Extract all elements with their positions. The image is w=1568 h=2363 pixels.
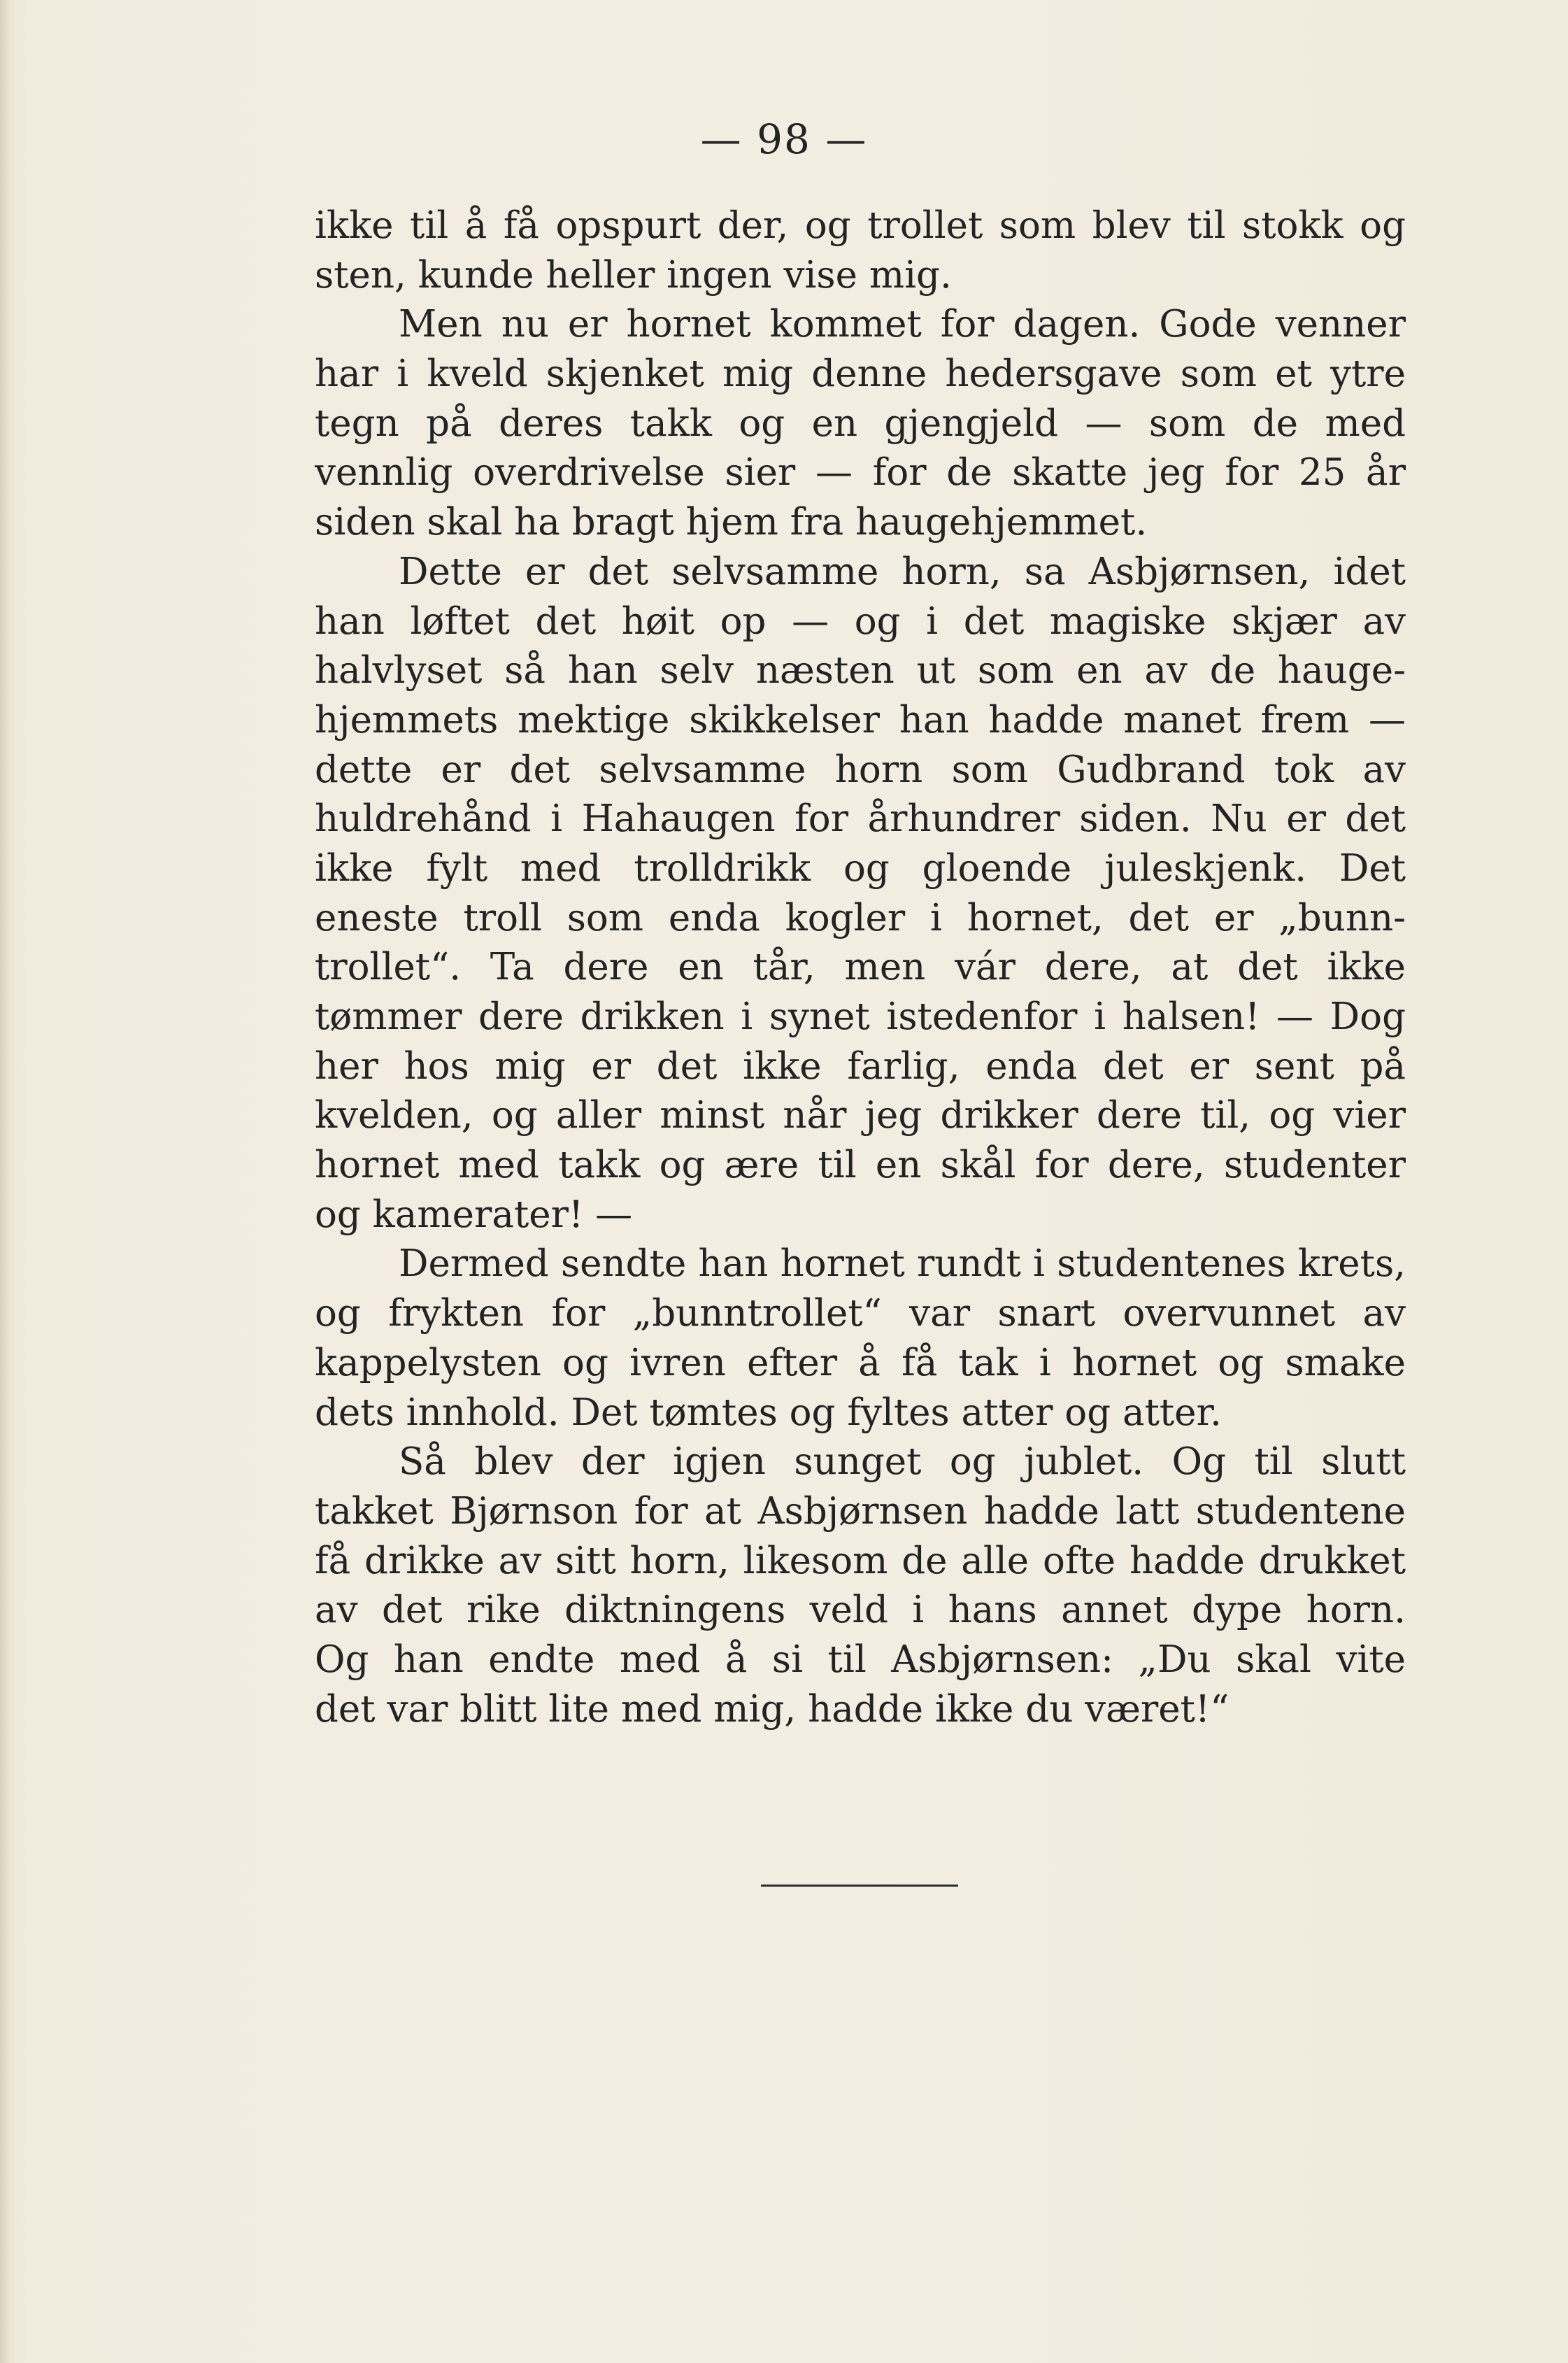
text-line: og kamerater! — (315, 1193, 633, 1236)
text-line: har i kveld skjenket mig denne hedersgave som et ytre (315, 353, 1406, 396)
text-line: hjemmets mektige skikkelser han hadde manet frem — (315, 698, 1406, 741)
text-line: vennlig overdrivelse sier — for de skatte jeg for 25 år (315, 451, 1406, 495)
text-line: og frykten for „bunntrollet“ var snart overvunnet av (315, 1292, 1406, 1335)
text-line: dets innhold. Det tømtes og fyltes atter og atter. (315, 1391, 1222, 1434)
text-line: hornet med takk og ære til en skål for dere, studenter (315, 1144, 1406, 1187)
text-line: tegn på deres takk og en gjengjeld — som de med (315, 402, 1406, 445)
text-line: det var blitt lite med mig, hadde ikke du været!“ (315, 1687, 1230, 1731)
text-line: dette er det selvsamme horn som Gudbrand tok av (315, 748, 1406, 791)
text-line: kvelden, og aller minst når jeg drikker dere til, og vier (315, 1094, 1406, 1137)
text-line: trollet“. Ta dere en tår, men vár dere, at det ikke (315, 946, 1406, 989)
text-line: Dette er det selvsamme horn, sa Asbjørnsen, idet (399, 550, 1406, 593)
text-line: siden skal ha bragt hjem fra haugehjemmet. (315, 501, 1148, 544)
text-line: få drikke av sitt horn, likesom de alle ofte hadde drukket (315, 1539, 1406, 1582)
text-line: av det rike diktningens veld i hans annet dype horn. (315, 1589, 1406, 1632)
text-line: Og han endte med å si til Asbjørnsen: „Du skal vite (315, 1638, 1406, 1681)
text-line: kappelysten og ivren efter å få tak i hornet og smake (315, 1341, 1406, 1384)
text-line: tømmer dere drikken i synet istedenfor i halsen! — Dog (315, 995, 1406, 1038)
text-line: ikke fylt med trolldrikk og gloende juleskjenk. Det (315, 846, 1406, 890)
text-line: takket Bjørnson for at Asbjørnsen hadde latt studentene (315, 1489, 1406, 1533)
text-line: eneste troll som enda kogler i hornet, det er „bunn- (315, 896, 1406, 939)
text-line: Dermed sendte han hornet rundt i studentenes krets, (399, 1242, 1406, 1286)
page-binding-edge (0, 0, 10, 2363)
text-line: huldrehånd i Hahaugen for århundrer siden. Nu er det (315, 797, 1406, 841)
page-number: — 98 — (700, 115, 868, 163)
text-line: sten, kunde heller ingen vise mig. (315, 253, 952, 297)
text-line: Men nu er hornet kommet for dagen. Gode venner (399, 303, 1406, 346)
text-line: Så blev der igjen sunget og jublet. Og til slutt (399, 1440, 1406, 1484)
text-line: ikke til å få opspurt der, og trollet som blev til stokk og (315, 204, 1406, 247)
text-line: halvlyset så han selv næsten ut som en av de hauge- (315, 649, 1406, 693)
body-text (315, 201, 1406, 1734)
text-line: her hos mig er det ikke farlig, enda det er sent på (315, 1044, 1406, 1088)
text-line: han løftet det høit op — og i det magiske skjær av (315, 599, 1406, 643)
section-end-rule (761, 1885, 958, 1887)
